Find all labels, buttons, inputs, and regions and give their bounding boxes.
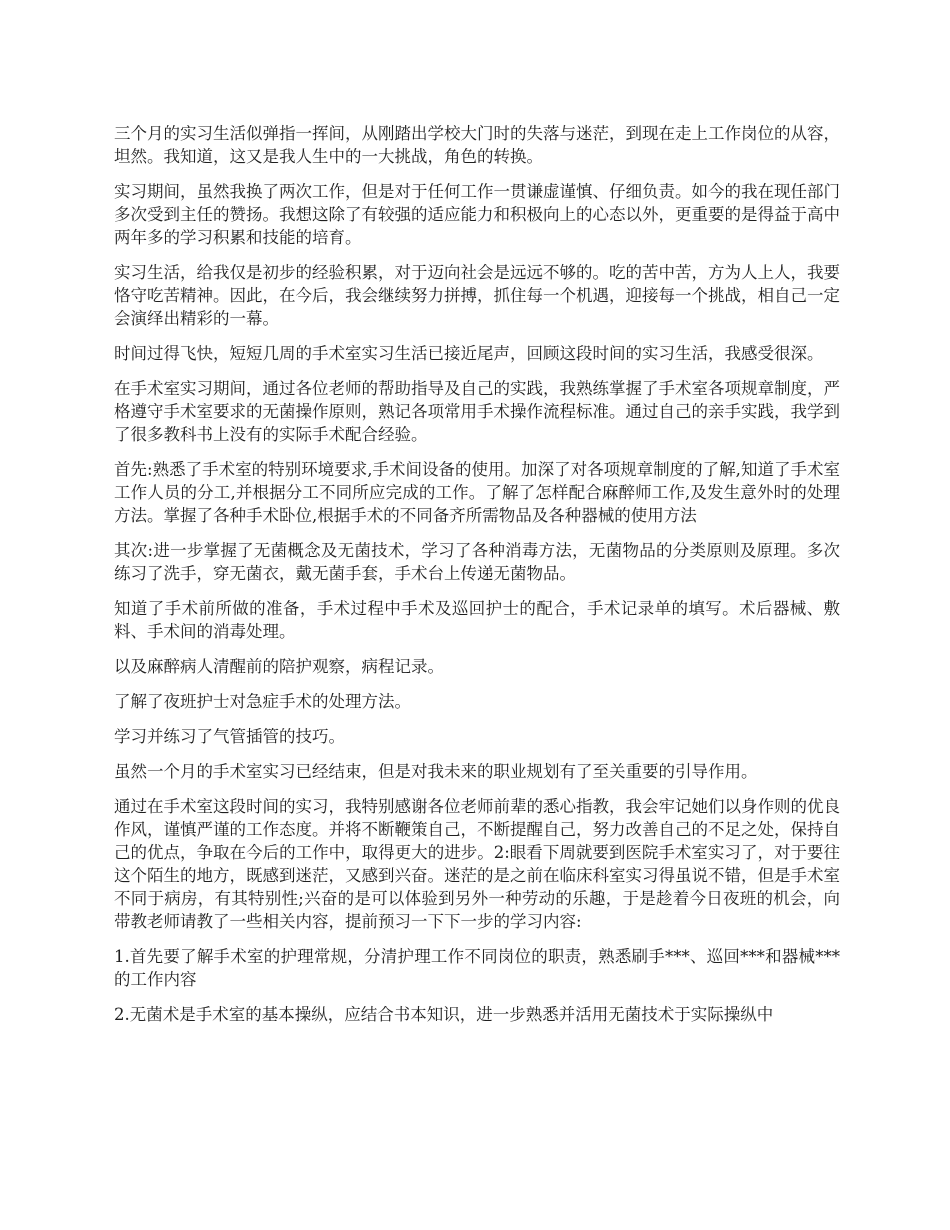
paragraph-7: 其次:进一步掌握了无菌概念及无菌技术，学习了各种消毒方法，无菌物品的分类原则及原理。多次练习了洗手，穿无菌衣，戴无菌手套，手术台上传递无菌物品。	[114, 541, 840, 583]
paragraph-12: 虽然一个月的手术室实习已经结束，但是对我未来的职业规划有了至关重要的引导作用。	[114, 762, 758, 781]
paragraph-8: 知道了手术前所做的准备，手术过程中手术及巡回护士的配合，手术记录单的填写。术后器械、敷料、手术间的消毒处理。	[114, 599, 840, 641]
paragraph-6: 首先:熟悉了手术室的特别环境要求,手术间设备的使用。加深了对各项规章制度的了解,知道了手术室工作人员的分工,并根据分工不同所应完成的工作。了解了怎样配合麻醉师工作,及发生意外时的处理方法。掌握了各种手术卧位,根据手术的不同备齐所需物品及各种器械的使用方法	[114, 460, 840, 525]
paragraph-5: 在手术室实习期间，通过各位老师的帮助指导及自己的实践，我熟练掌握了手术室各项规章制度，严格遵守手术室要求的无菌操作原则，熟记各项常用手术操作流程标准。通过自己的亲手实践，我学到了很多教科书上没有的实际手术配合经验。	[114, 379, 840, 444]
paragraph-15: 2.无菌术是手术室的基本操纵，应结合书本知识，进一步熟悉并活用无菌技术于实际操纵中	[114, 1005, 774, 1024]
paragraph-3: 实习生活，给我仅是初步的经验积累，对于迈向社会是远远不够的。吃的苦中苦，方为人上人，我要恪守吃苦精神。因此，在今后，我会继续努力拼搏，抓住每一个机遇，迎接每一个挑战，相自己一定会演绎出精彩的一幕。	[114, 263, 840, 328]
paragraph-11: 学习并练习了气管插管的技巧。	[114, 727, 345, 746]
paragraph-10: 了解了夜班护士对急症手术的处理方法。	[114, 692, 411, 711]
paragraph-4: 时间过得飞快，短短几周的手术室实习生活已接近尾声，回顾这段时间的实习生活，我感受很深。	[114, 344, 824, 363]
paragraph-14: 1.首先要了解手术室的护理常规，分清护理工作不同岗位的职责，熟悉刷手***、巡回***和器械***的工作内容	[114, 947, 840, 989]
paragraph-2: 实习期间，虽然我换了两次工作，但是对于任何工作一贯谦虚谨慎、仔细负责。如今的我在现任部门多次受到主任的赞扬。我想这除了有较强的适应能力和积极向上的心态以外，更重要的是得益于高中两年多的学习积累和技能的培育。	[114, 182, 840, 247]
document-body	[114, 122, 840, 1038]
paragraph-13: 通过在手术室这段时间的实习，我特别感谢各位老师前辈的悉心指教，我会牢记她们以身作则的优良作风，谨慎严谨的工作态度。并将不断鞭策自己，不断提醒自己，努力改善自己的不足之处，保持自己的优点，争取在今后的工作中，取得更大的进步。2:眼看下周就要到医院手术室实习了，对于要往这个陌生的地方，既感到迷茫，又感到兴奋。迷茫的是之前在临床科室实习得虽说不错，但是手术室不同于病房，有其特别性;兴奋的是可以体验到另外一种劳动的乐趣，于是趁着今日夜班的机会，向带教老师请教了一些相关内容，提前预习一下下一步的学习内容:	[114, 797, 840, 931]
paragraph-1: 三个月的实习生活似弹指一挥间，从刚踏出学校大门时的失落与迷茫，到现在走上工作岗位的从容，坦然。我知道，这又是我人生中的一大挑战，角色的转换。	[114, 124, 840, 166]
paragraph-9: 以及麻醉病人清醒前的陪护观察，病程记录。	[114, 657, 444, 676]
